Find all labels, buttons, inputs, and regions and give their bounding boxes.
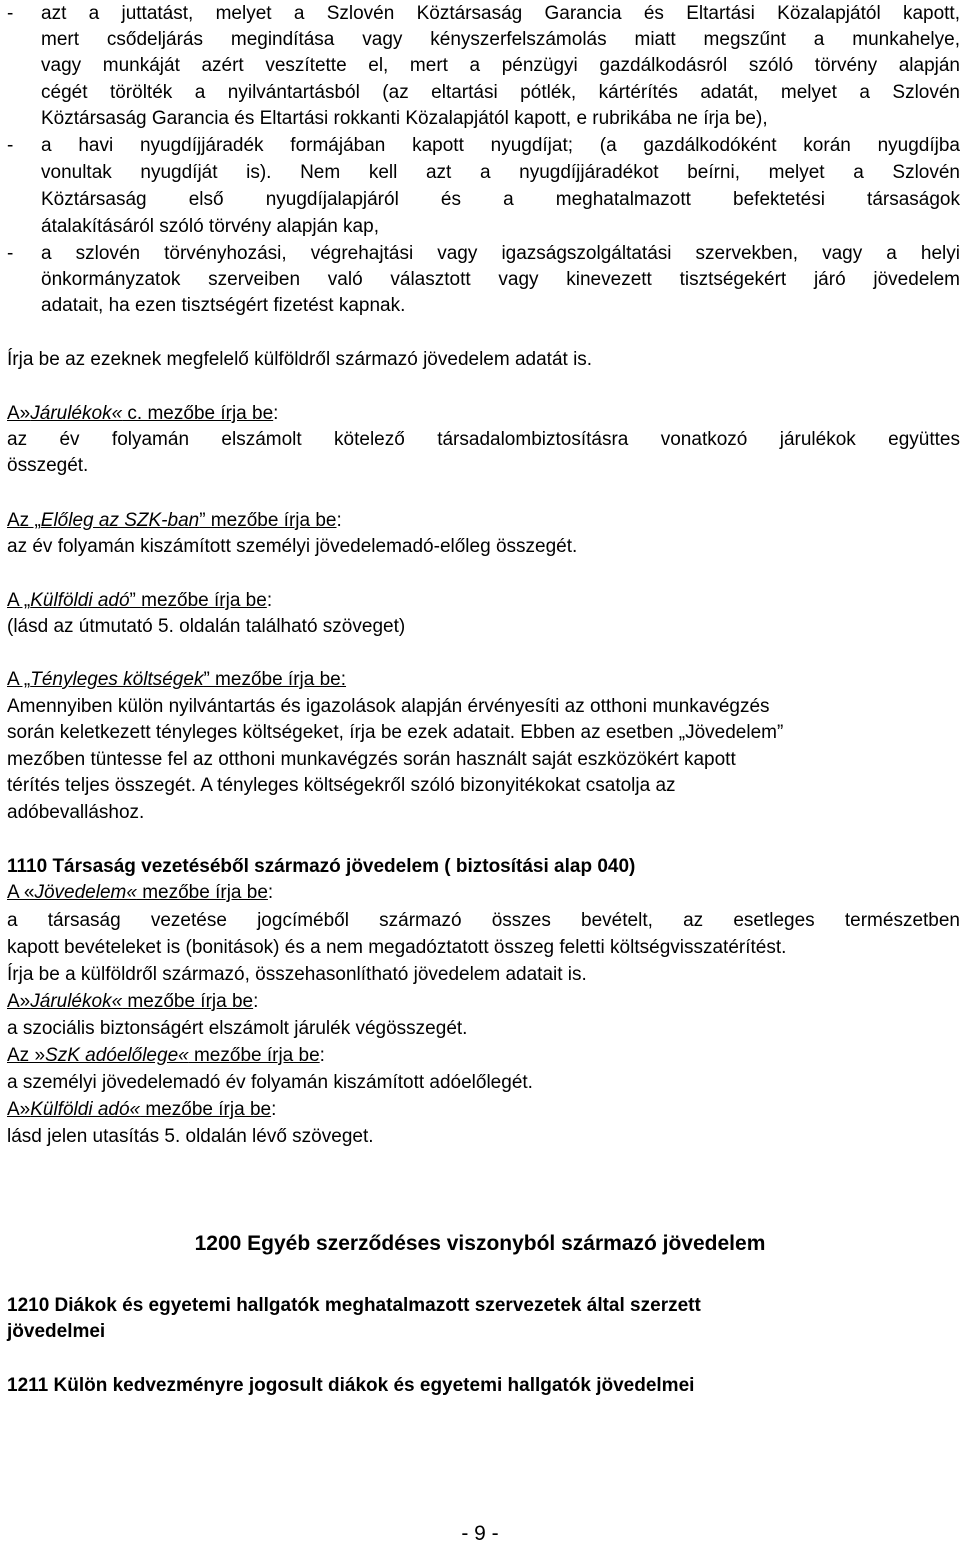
text-line: térítés teljes összegét. A tényleges költségekről szóló bizonyitékokat csatolja az [7, 775, 676, 796]
label-part: Előleg az SZK-ban [40, 510, 200, 531]
text-line: Köztársaság Garancia és Eltartási rokkanti Közalapjától kapott, e rubrikába ne írja be), [41, 108, 768, 129]
text-line: mezőben tüntesse fel az otthoni munkavégzés során használt saját eszközökért kapott [7, 749, 736, 770]
field-label-szk-advance [7, 1043, 960, 1069]
text-line: mert csődeljárás megindítása vagy kényszerfelszámolás miatt megszűnt a munkahelye, [41, 29, 960, 50]
text-line: során keletkezett tényleges költségeket, írja be ezek adatait. Ebben az esetben „Jövedelem” [7, 722, 784, 743]
label-part: A „ [7, 669, 31, 690]
label-part: mezőbe írja be [140, 1099, 272, 1120]
label-part: A» [7, 1099, 31, 1120]
label-colon: : [273, 403, 279, 424]
field-label-foreign-tax [7, 1097, 960, 1123]
label-part: mezőbe írja be [122, 991, 254, 1012]
text-line: (lásd az útmutató 5. oldalán található szöveget) [7, 616, 406, 637]
section-heading-1200: 1200 Egyéb szerződéses viszonyból származó jövedelem [194, 1232, 766, 1255]
field-label-contributions [7, 989, 960, 1015]
label-part: A « [7, 882, 35, 903]
label-part: ” mezőbe írja be [199, 510, 337, 531]
text-line: az év folyamán elszámolt kötelező társadalombiztosításra vonatkozó járulékok együttes [7, 429, 960, 450]
section-heading-1210: 1210 Diákok és egyetemi hallgatók meghatalmazott szervezetek által szerzett [7, 1295, 701, 1316]
text-line: lásd jelen utasítás 5. oldalán lévő szöveget. [7, 1126, 374, 1147]
text-line: cégét törölték a nyilvántartásból (az eltartási pótlék, kártérítés adatát, melyet a Szlovén [41, 82, 960, 103]
label-part: A» [7, 403, 31, 424]
label-part: Az „ [7, 510, 41, 531]
text-line: Köztársaság első nyugdíjalapjáról és a meghatalmazott befektetési társaságok [41, 189, 960, 210]
label-part: Külföldi adó« [30, 1099, 141, 1120]
label-part: A „ [7, 590, 31, 611]
label-colon: : [271, 1099, 277, 1120]
field-label-actual-costs [7, 667, 960, 693]
label-part: c. mezőbe írja be [122, 403, 274, 424]
text-line: a társaság vezetése jogcíméből származó összes bevételt, az esetleges természetben [7, 910, 960, 931]
label-part: Járulékok« [30, 403, 123, 424]
text-line: a szlovén törvényhozási, végrehajtási vagy igazságszolgáltatási szervekben, vagy a helyi [41, 243, 960, 264]
text-line: kapott bevételeket is (bonitások) és a nem megadóztatott összeg feletti költségvisszatérítést. [7, 937, 787, 958]
label-part: Tényleges költségek [30, 669, 204, 690]
label-part: Jövedelem« [34, 882, 137, 903]
text-line: a szociális biztonságért elszámolt járulék végösszegét. [7, 1018, 468, 1039]
list-dash: - [7, 3, 14, 24]
label-part: A» [7, 991, 31, 1012]
label-colon: : [319, 1045, 325, 1066]
field-label-income [7, 880, 960, 906]
text-line: azt a juttatást, melyet a Szlovén Köztársaság Garancia és Eltartási Közalapjától kapott, [41, 3, 960, 24]
text-line: a havi nyugdíjjáradék formájában kapott nyugdíjat; (a gazdálkodóként korán nyugdíjba [41, 135, 960, 156]
label-part: Az » [7, 1045, 46, 1066]
label-part: ” mezőbe írja be [129, 590, 267, 611]
label-part: ” mezőbe írja be: [203, 669, 347, 690]
text-line: adatait, ha ezen tisztségért fizetést kapnak. [41, 295, 406, 316]
label-colon: : [266, 590, 273, 611]
field-label-foreign-tax [7, 588, 960, 614]
label-part: SzK adóelőlege« [45, 1045, 189, 1066]
text-line: összegét. [7, 455, 89, 476]
label-colon: : [253, 991, 259, 1012]
foreign-income-note: Írja be az ezeknek megfelelő külföldről származó jövedelem adatát is. [7, 349, 593, 370]
text-line: önkormányzatok szerveiben való választott vagy kinevezett tisztségekért járó jövedelem [41, 269, 960, 290]
label-part: mezőbe írja be [188, 1045, 320, 1066]
text-line: Amennyiben külön nyilvántartás és igazolások alapján érvényesíti az otthoni munkavégzés [7, 696, 770, 717]
label-part: mezőbe írja be [136, 882, 268, 903]
page-number: - 9 - [461, 1522, 499, 1545]
section-heading-1110: 1110 Társaság vezetéséből származó jövedelem ( biztosítási alap 040) [7, 856, 636, 877]
section-heading-1210-cont: jövedelmei [7, 1321, 106, 1342]
text-line: átalakításáról szóló törvény alapján kap, [41, 216, 379, 237]
text-line: Írja be a külföldről származó, összehasonlítható jövedelem adatait is. [7, 964, 587, 985]
label-part: Járulékok« [30, 991, 123, 1012]
list-dash: - [7, 135, 14, 156]
text-line: adóbevalláshoz. [7, 802, 145, 823]
section-heading-1211: 1211 Külön kedvezményre jogosult diákok és egyetemi hallgatók jövedelmei [7, 1375, 695, 1396]
label-colon: : [267, 882, 274, 903]
text-line: a személyi jövedelemadó év folyamán kiszámított adóelőlegét. [7, 1072, 533, 1093]
field-label-advance-tax [7, 508, 960, 534]
text-line: az év folyamán kiszámított személyi jövedelemadó-előleg összegét. [7, 536, 578, 557]
field-label-contributions [7, 401, 960, 427]
label-colon: : [336, 510, 342, 531]
label-part: Külföldi adó [30, 590, 130, 611]
text-line: vonultak nyugdíját is). Nem kell azt a nyugdíjjáradékot beírni, melyet a Szlovén [41, 162, 960, 183]
text-line: vagy munkáját azért veszítette el, mert a pénzügyi gazdálkodásról szóló törvény alapján [41, 55, 960, 76]
list-dash: - [7, 243, 14, 264]
